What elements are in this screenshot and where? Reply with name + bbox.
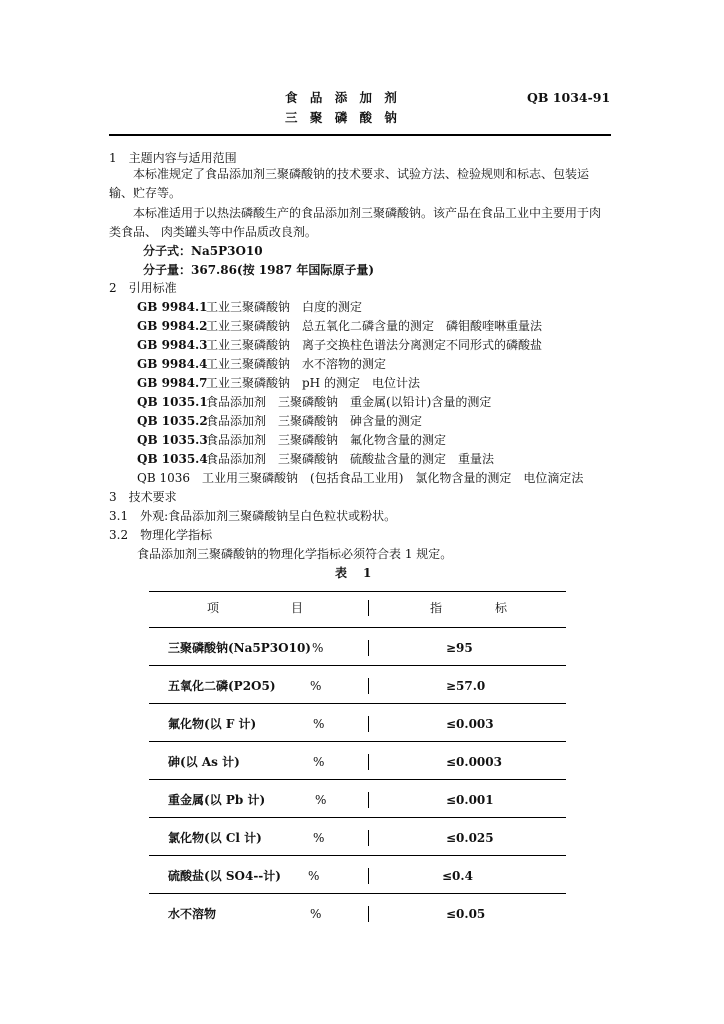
table-column-divider [368, 716, 369, 732]
section2-heading: 2 引用标准 [109, 281, 177, 295]
table-row-item: 重金属(以 Pb 计) [168, 793, 266, 807]
table-row-value: ≥57.0 [446, 679, 486, 693]
table-header-value-a: 指 [430, 601, 443, 615]
table-row-value: ≤0.001 [446, 793, 494, 807]
table-row-value: ≤0.05 [446, 907, 486, 921]
standard-ref-last: QB 1036 工业用三聚磷酸钠 (包括食品工业用) 氯化物含量的测定 电位滴定法 [137, 471, 584, 485]
molecular-formula: 分子式：Na5P3O10 [143, 244, 263, 258]
table-row-value: ≥95 [446, 641, 473, 655]
molecular-mass: 分子量：367.86(按 1987 年国际原子量) [143, 263, 375, 277]
table-rule [149, 893, 566, 894]
table-column-divider [368, 830, 369, 846]
standard-ref-code: GB 9984.2 [137, 319, 208, 333]
section3-2-heading: 3.2 物理化学指标 [109, 528, 213, 542]
table-row-item: 三聚磷酸钠(Na5P3O10) [168, 641, 311, 655]
standard-ref-text: 食品添加剂 三聚磷酸钠 氟化物含量的测定 [206, 433, 447, 447]
standard-ref-text: 食品添加剂 三聚磷酸钠 砷含量的测定 [206, 414, 423, 428]
table-rule [149, 627, 566, 628]
table-rule [149, 779, 566, 780]
standard-ref-code: QB 1035.1 [137, 395, 208, 409]
standard-ref-text: 工业三聚磷酸钠 总五氧化二磷含量的测定 磷钼酸喹啉重量法 [206, 319, 543, 333]
table-row-unit: % [308, 869, 320, 883]
standard-ref-code: QB 1035.3 [137, 433, 208, 447]
table-row-unit: % [315, 793, 327, 807]
table-row-value: ≤0.0003 [446, 755, 502, 769]
document-title-line2: 三 聚 磷 酸 钠 [285, 110, 401, 125]
table-row-item: 砷(以 As 计) [168, 755, 240, 769]
standard-ref-code: QB 1035.4 [137, 452, 208, 466]
standard-ref-code: GB 9984.4 [137, 357, 208, 371]
table-rule [149, 817, 566, 818]
table-row-unit: % [310, 907, 322, 921]
section1-heading: 1 主题内容与适用范围 [109, 151, 237, 165]
table-column-divider [368, 792, 369, 808]
standard-ref-text: 食品添加剂 三聚磷酸钠 重金属(以铅计)含量的测定 [206, 395, 492, 409]
standard-code: QB 1034-91 [527, 90, 611, 105]
table-row-unit: % [313, 717, 325, 731]
table-rule [149, 741, 566, 742]
table-header-item-a: 项 [207, 601, 220, 615]
table-column-divider [368, 640, 369, 656]
table-row-value: ≤0.025 [446, 831, 494, 845]
table-rule [149, 855, 566, 856]
table-column-divider [368, 600, 369, 616]
table-row-item: 氯化物(以 Cl 计) [168, 831, 262, 845]
table-row-item: 水不溶物 [168, 907, 217, 921]
table-rule [149, 703, 566, 704]
table-row-value: ≤0.003 [446, 717, 494, 731]
standard-ref-text: 食品添加剂 三聚磷酸钠 硫酸盐含量的测定 重量法 [206, 452, 495, 466]
table-row-item: 五氧化二磷(P2O5) [168, 679, 276, 693]
section3-heading: 3 技术要求 [109, 490, 177, 504]
table-row-item: 硫酸盐(以 SO4--计) [168, 869, 281, 883]
standard-ref-code: GB 9984.1 [137, 300, 208, 314]
table-row-item: 氟化物(以 F 计) [168, 717, 257, 731]
table-row-unit: % [310, 679, 322, 693]
section1-para1: 本标准规定了食品添加剂三聚磷酸钠的技术要求、试验方法、检验规则和标志、包装运输、贮存等。 [109, 167, 590, 200]
section3-1: 3.1 外观:食品添加剂三聚磷酸钠呈白色粒状或粉状。 [109, 509, 397, 523]
table-caption: 表 1 [335, 566, 374, 580]
standard-ref-text: 工业三聚磷酸钠 白度的测定 [206, 300, 363, 314]
table-row-unit: % [313, 755, 325, 769]
standard-ref-code: GB 9984.3 [137, 338, 208, 352]
table-column-divider [368, 868, 369, 884]
document-title-line1: 食 品 添 加 剂 [285, 90, 401, 105]
table-header-value-b: 标 [495, 601, 508, 615]
section1-para2: 本标准适用于以热法磷酸生产的食品添加剂三聚磷酸钠。该产品在食品工业中主要用于肉类食品、 肉类罐头等中作品质改良剂。 [109, 206, 602, 239]
table-rule [149, 665, 566, 666]
table-column-divider [368, 754, 369, 770]
header-rule [109, 134, 611, 136]
standard-ref-code: GB 9984.7 [137, 376, 208, 390]
standard-ref-text: 工业三聚磷酸钠 水不溶物的测定 [206, 357, 387, 371]
table-row-unit: % [312, 641, 324, 655]
section3-2-text: 食品添加剂三聚磷酸钠的物理化学指标必须符合表 1 规定。 [137, 547, 453, 561]
standard-ref-text: 工业三聚磷酸钠 pH 的测定 电位计法 [206, 376, 420, 390]
table-header-item-b: 目 [291, 601, 304, 615]
standard-ref-text: 工业三聚磷酸钠 离子交换柱色谱法分离测定不同形式的磷酸盐 [206, 338, 543, 352]
table-row-unit: % [313, 831, 325, 845]
table-column-divider [368, 678, 369, 694]
table-column-divider [368, 906, 369, 922]
standard-ref-code: QB 1035.2 [137, 414, 208, 428]
table-rule [149, 591, 566, 592]
table-row-value: ≤0.4 [442, 869, 473, 883]
